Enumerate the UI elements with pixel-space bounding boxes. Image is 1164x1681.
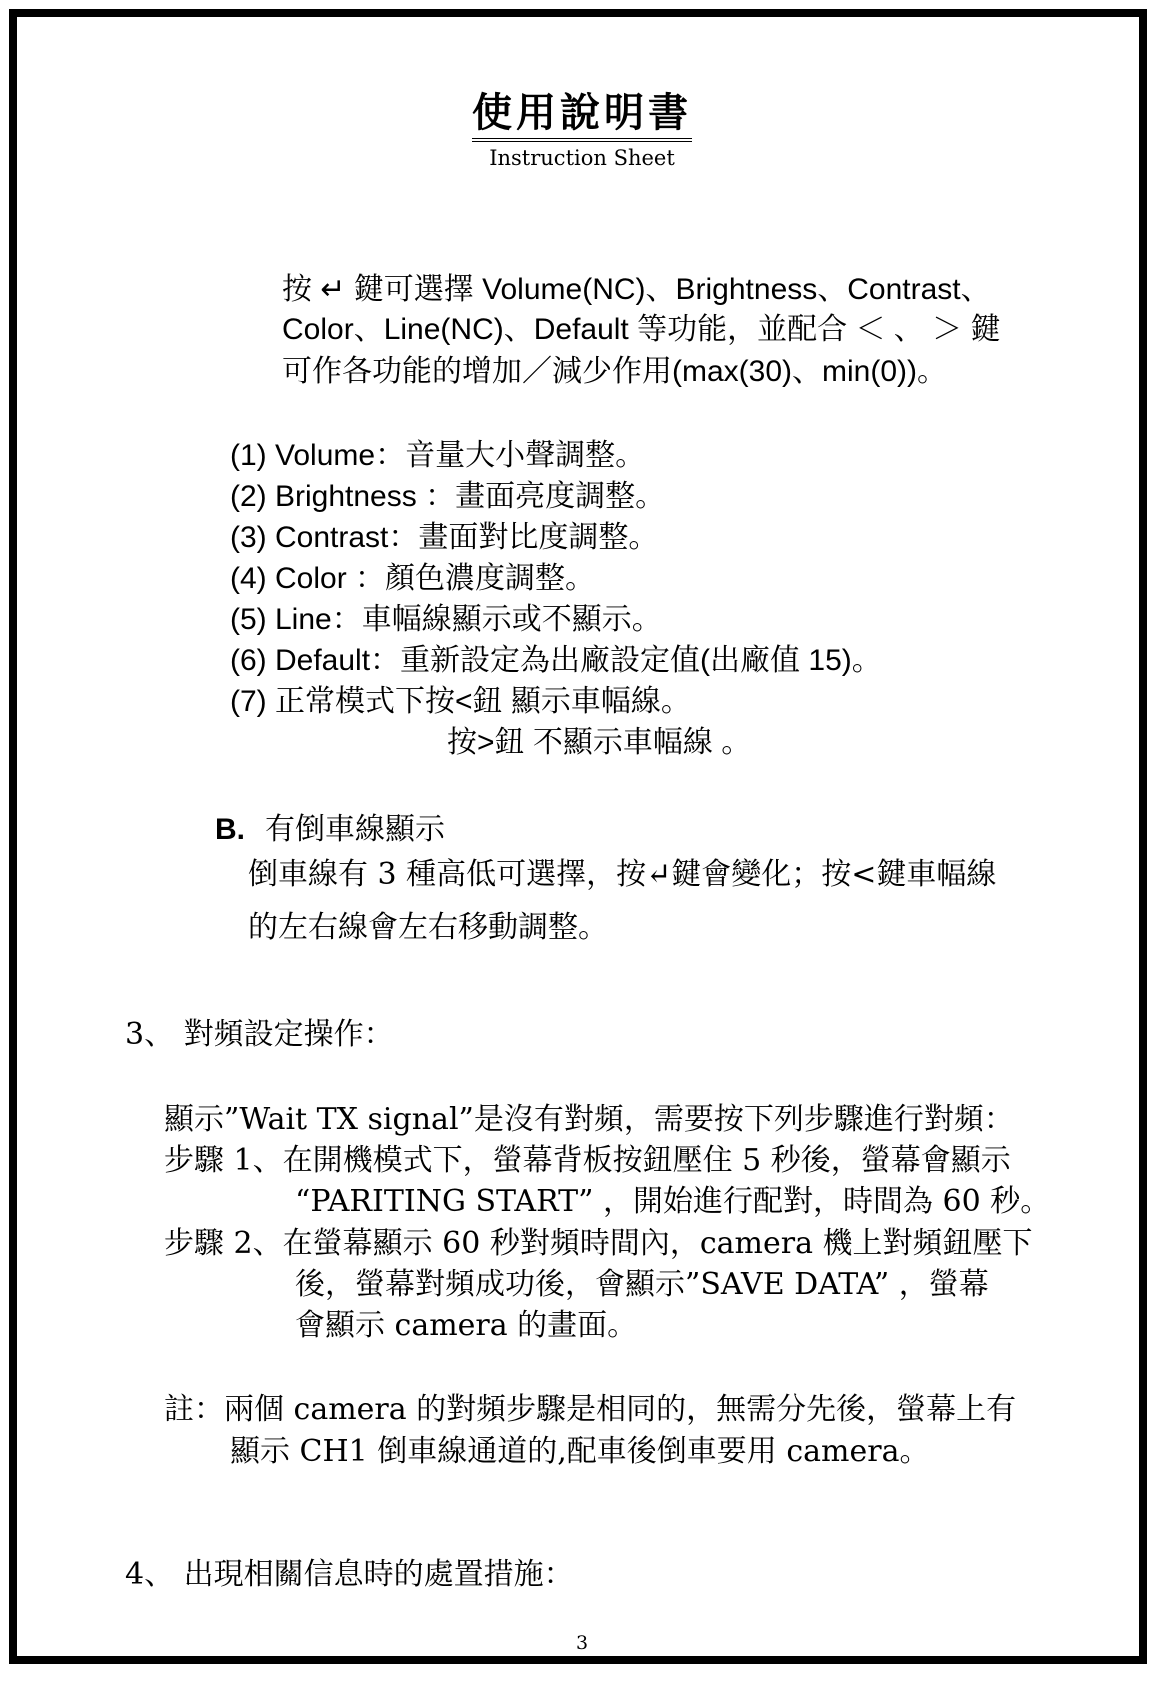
page-title: 使用說明書 <box>0 90 1164 142</box>
intro-line-2: Color、Line(NC)、Default 等功能，並配合 ＜ 、 ＞ 鍵 <box>282 313 1001 346</box>
section-3-heading: 3、 對頻設定操作： <box>125 1017 394 1052</box>
section-b-label: B. <box>215 813 245 846</box>
section-b-heading: 有倒車線顯示 <box>265 812 445 847</box>
pairing-line-1: 顯示”Wait TX signal”是沒有對頻，需要按下列步驟進行對頻： <box>164 1102 1014 1137</box>
pairing-step-1: 步驟 1、在開機模式下，螢幕背板按鈕壓住 5 秒後，螢幕會顯示 <box>164 1143 1011 1178</box>
list-item-contrast: (3) Contrast：畫面對比度調整。 <box>230 521 659 554</box>
pairing-step-2-cont: 後，螢幕對頻成功後，會顯示”SAVE DATA” ，螢幕 <box>295 1267 989 1302</box>
pairing-step-1-cont: “PARITING START” ，開始進行配對，時間為 60 秒。 <box>295 1184 1051 1219</box>
page-number: 3 <box>575 1632 589 1654</box>
intro-line-1: 按 ↵ 鍵可選擇 Volume(NC)、Brightness、Contrast、 <box>282 273 991 306</box>
list-item-normal-mode: (7) 正常模式下按<鈕 顯示車幅線。 <box>230 685 691 718</box>
list-item-color: (4) Color ：顏色濃度調整。 <box>230 562 596 595</box>
section-b-line-1: 倒車線有 3 種高低可選擇，按↵鍵會變化；按<鍵車幅線 <box>248 857 997 892</box>
note-line-2: 顯示 CH1 倒車線通道的,配車後倒車要用 camera。 <box>230 1434 930 1469</box>
page-subtitle: Instruction Sheet <box>489 146 675 170</box>
pairing-step-2-cont-2: 會顯示 camera 的畫面。 <box>295 1308 638 1343</box>
intro-line-3: 可作各功能的增加／減少作用(max(30)、min(0))。 <box>282 355 948 388</box>
pairing-step-2: 步驟 2、在螢幕顯示 60 秒對頻時間內，camera 機上對頻鈕壓下 <box>164 1226 1033 1261</box>
list-item-line: (5) Line：車幅線顯示或不顯示。 <box>230 603 662 636</box>
list-item-volume: (1) Volume：音量大小聲調整。 <box>230 439 646 472</box>
list-item-default: (6) Default：重新設定為出廠設定值(出廠值 15)。 <box>230 644 882 677</box>
list-item-brightness: (2) Brightness ：畫面亮度調整。 <box>230 480 666 513</box>
section-4-heading: 4、 出現相關信息時的處置措施： <box>125 1557 574 1592</box>
note-line-1: 註：兩個 camera 的對頻步驟是相同的，無需分先後，螢幕上有 <box>164 1392 1017 1427</box>
list-item-normal-mode-cont: 按>鈕 不顯示車幅線 。 <box>447 726 752 759</box>
section-b-line-2: 的左右線會左右移動調整。 <box>248 910 608 945</box>
